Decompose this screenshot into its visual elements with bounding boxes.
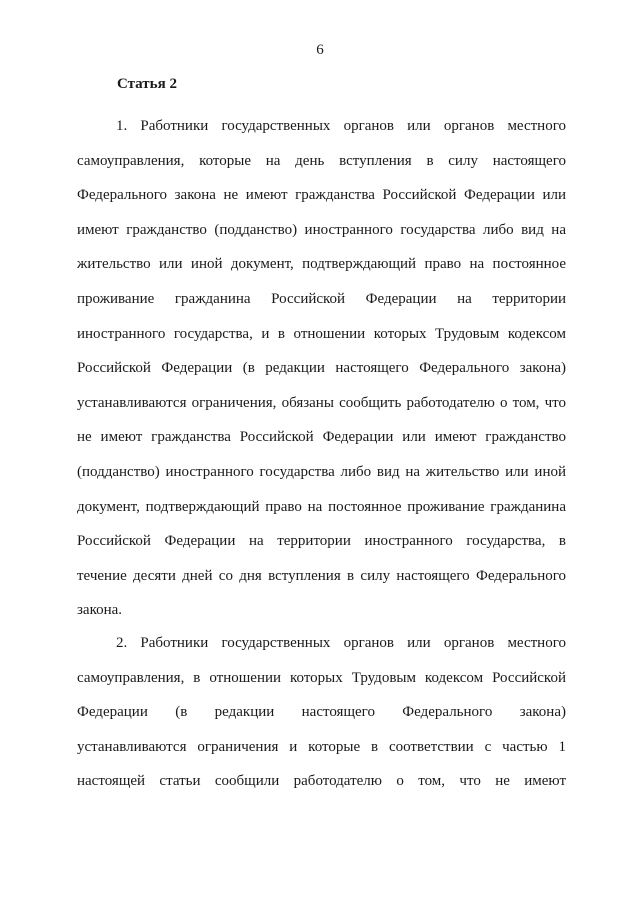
text-line: самоуправления, которые на день вступления в силу настоящего [77,152,566,169]
text-line: течение десяти дней со дня вступления в силу настоящего Федерального [77,567,566,584]
text-line: (подданство) иностранного государства либо вид на жительство или иной [77,463,566,480]
text-line: Российской Федерации (в редакции настоящего Федерального закона) [77,360,566,377]
text-line: устанавливаются ограничения и которые в соответствии с частью 1 [77,738,566,755]
text-line: 2. Работники государственных органов или органов местного [116,635,566,651]
text-line: Федерального закона не имеют гражданства Российской Федерации или [77,187,566,204]
paragraph-2 [77,626,566,799]
text-line: настоящей статьи сообщили работодателю о том, что не имеют [77,773,566,790]
text-line: устанавливаются ограничения, обязаны сообщить работодателю о том, что [77,394,566,411]
paragraph-1 [77,109,566,628]
text-line: самоуправления, в отношении которых Трудовым кодексом Российской [77,669,566,686]
article-heading: Статья 2 [117,76,177,92]
text-line: документ, подтверждающий право на постоянное проживание гражданина [77,498,566,515]
text-line: жительство или иной документ, подтверждающий право на постоянное [77,256,566,273]
text-line: Российской Федерации на территории иностранного государства, в [77,533,566,550]
text-line: 1. Работники государственных органов или органов местного [116,118,566,134]
text-line: не имеют гражданства Российской Федерации или имеют гражданство [77,429,566,446]
text-line: Федерации (в редакции настоящего Федерального закона) [77,704,566,721]
page-number: 6 [316,42,324,58]
text-line: проживание гражданина Российской Федерации на территории [77,290,566,307]
text-line: закона. [77,602,123,619]
text-line: иностранного государства, и в отношении которых Трудовым кодексом [77,325,566,342]
text-line: имеют гражданство (подданство) иностранного государства либо вид на [77,221,566,238]
